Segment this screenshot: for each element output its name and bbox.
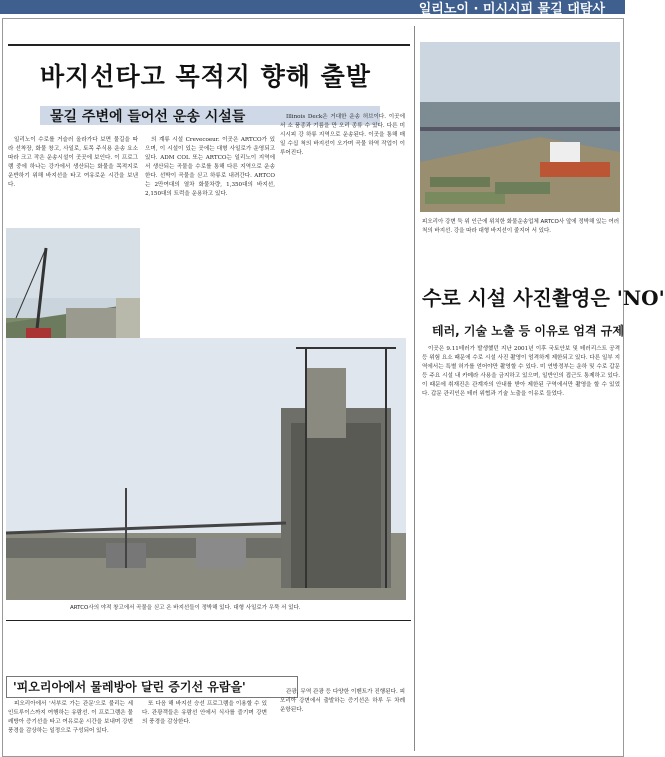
article-col3 <box>280 113 405 333</box>
article-col1-top <box>8 136 138 226</box>
article-paragraph: Illinois Deck은 거대한 운송 허브이다. 이곳에서 소 품종과 기름을 만 오리 종류 수 있다. 다른 미시시피 강 하류 지역으로 운송된다. 이곳을 통해 매일 수십 척의 바지선이 오가며 곡물 하역 작업이 이루어진다. <box>280 114 405 156</box>
right-subhead: 테러, 기술 노출 등 이유로 엄격 규제 <box>432 324 624 338</box>
masthead-bar <box>0 0 625 17</box>
article-paragraph: 또 다음 해 바지선 승선 프로그램을 이용할 수 있다. 관광객들은 유람선 안에서 식사를 즐기며 강변의 풍경을 감상한다. <box>142 701 267 725</box>
silo-photo-graphic <box>6 338 406 600</box>
photo-barges-caption: 피오리아 강변 둑 위 인근에 위치한 화물운송업체 ARTCO사 앞에 정박해 있는 여러 척의 바지선. 강을 따라 대형 바지선이 줄지어 서 있다. <box>422 219 620 234</box>
photo-barges <box>420 42 620 212</box>
page-subhead: 물길 주변에 들어선 운송 시설들 <box>40 106 380 125</box>
barges-photo-graphic <box>420 42 620 212</box>
right-headline: 수로 시설 사진촬영은 'NO' <box>422 286 665 310</box>
section2-col1 <box>8 700 133 755</box>
section-divider <box>6 620 411 621</box>
right-article <box>422 345 620 745</box>
section2-col3 <box>280 688 405 754</box>
headline-rule <box>8 44 410 46</box>
section2-heading: '피오리아에서 물레방아 달린 증기선 유람을' <box>6 676 298 698</box>
section2-col2 <box>142 700 267 755</box>
photo-silo <box>6 338 406 600</box>
article-paragraph: 관광, 무역 관광 등 다양한 이벤트가 진행된다. 피오리아 강변에서 출발하는 증기선은 하루 두 차례 운항된다. <box>280 689 405 713</box>
article-paragraph: 의 계류 시설 Crevecoeur. 이곳은 ARTCO가 있으며, 이 시설이 있는 곳에는 대형 사일로가 운영되고 있다. ADM COL 또는 ARTCO는 일리노이 지역에서 생산되는 곡물을 수로를 통해 다른 지역으로 운송한다. 선박이 곡물을 싣고 하류로 내려간다. ARTCO는 2만여대의 열차 화물차량, 1,350대의 바지선, 2,150대의 트럭을 운용하고 있다. <box>145 137 275 197</box>
photo-silo-caption: ARTCO사의 야적 창고에서 곡물을 싣고 온 바지선들이 정박해 있다. 대형 사일로가 우뚝 서 있다. <box>70 605 301 611</box>
masthead-title: 일리노이 · 미시시피 물길 대탐사 <box>418 2 605 17</box>
article-paragraph: 피오리아에서 '서부로 가는 관문'으로 불리는 세인트루이스까지 여행하는 유람선. 이 프로그램은 물레방아 증기선을 타고 여유로운 시간을 보내며 강변 풍경을 감상하는 일정으로 구성되어 있다. <box>8 701 133 734</box>
column-divider <box>414 26 415 751</box>
article-paragraph: 이곳은 9.11테러가 발생했던 지난 2001년 이후 국토안보 및 테러리스트 공격 등 위험 요소 때문에 수로 시설 사진 촬영이 엄격하게 제한되고 있다. 다른 일부 지역에서는 특별 허가를 얻어야만 촬영할 수 있다. 미 연방정부는 운하 및 수로 갑문 등 주요 시설 내 카메라 사용을 금지하고 있으며, 일반인의 접근도 통제하고 있다. 이 때문에 취재진은 관계자의 안내를 받아 제한된 구역에서만 촬영을 할 수 있었다. 갑문 관리인은 테러 위협과 기술 노출을 이유로 들었다. <box>422 346 620 397</box>
article-paragraph: 일리노이 수로를 거슬러 올라가다 보면 물길을 따라 선착장, 화물 창고, 사일로, 토목 주식용 운송 요소 따라 크고 작은 운송시설이 곳곳에 보인다. 이 프로그램 중에 하나는 강가에서 생산되는 화물을 목적지로 운반하기 위해 바지선을 타고 여유로운 시간을 보낸다. <box>8 137 138 188</box>
page-headline: 바지선타고 목적지 향해 출발 <box>40 62 371 91</box>
